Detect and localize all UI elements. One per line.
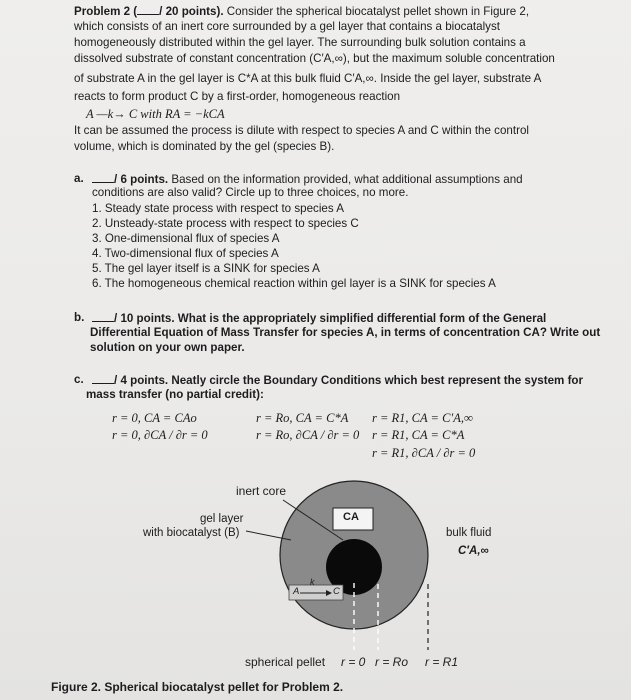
bc-ro-flux[interactable]: r = Ro, ∂CA / ∂r = 0 (256, 428, 360, 442)
inert-core-label: inert core (236, 484, 287, 498)
ca-box-label: CA (343, 511, 359, 523)
part-b-letter: b. (74, 311, 85, 324)
choice-4[interactable]: 4. Two-dimensional flux of species A (92, 247, 279, 260)
r-zero-label: r = 0 (341, 655, 366, 669)
reaction-c-label: C (333, 586, 340, 597)
choice-2[interactable]: 2. Unsteady-state process with respect to species C (92, 217, 359, 230)
bc-r0-flux[interactable]: r = 0, ∂CA / ∂r = 0 (112, 428, 208, 442)
bc-r1-star[interactable]: r = R1, CA = C*A (372, 428, 465, 442)
intro-line-1: Consider the spherical biocatalyst pellet shown in Figure 2, (226, 5, 530, 18)
bc-r1-bulk[interactable]: r = R1, CA = C′A,∞ (372, 411, 473, 425)
choice-6[interactable]: 6. The homogeneous chemical reaction within gel layer is a SINK for species A (92, 277, 496, 290)
intro-line-3: homogeneously distributed within the gel layer. The surrounding bulk solution contains a (74, 36, 526, 49)
part-b-text-1: What is the appropriately simplified differential form of the General (177, 312, 547, 325)
choice-3[interactable]: 3. One-dimensional flux of species A (92, 232, 280, 245)
bc-r1-flux[interactable]: r = R1, ∂CA / ∂r = 0 (372, 446, 476, 460)
reaction-k-label: k (310, 577, 315, 587)
part-c-points: / 4 points. (114, 374, 169, 387)
choice-5[interactable]: 5. The gel layer itself is a SINK for species A (92, 262, 320, 275)
intro-line-4: dissolved substrate of constant concentration (C′A,∞), but the maximum soluble concentration (74, 52, 555, 65)
intro-line-2: which consists of an inert core surrounded by a gel layer that contains a biocatalyst (74, 20, 500, 33)
gel-layer-label-1: gel layer (200, 513, 244, 525)
choice-1[interactable]: 1. Steady state process with respect to species A (92, 202, 344, 215)
part-c-text-2: mass transfer (no partial credit): (86, 388, 264, 401)
r-r1-label: r = R1 (425, 655, 459, 669)
problem-points: / 20 points). (159, 5, 224, 18)
reaction-a-label: A (293, 586, 300, 597)
gel-layer-label-2: with biocatalyst (B) (143, 527, 240, 539)
bulk-conc-label: C′A,∞ (458, 545, 489, 557)
intro-line-8: volume, which is dominated by the gel (species B). (74, 140, 335, 153)
part-b-text-3: solution on your own paper. (90, 341, 245, 354)
part-a-points: / 6 points. (114, 173, 169, 186)
bulk-fluid-label: bulk fluid (446, 527, 492, 539)
intro-line-5: of substrate A in the gel layer is C*A at this bulk fluid C′A,∞. Inside the gel layer, substrate A (74, 72, 542, 85)
part-c-text-1: Neatly circle the Boundary Conditions which best represent the system for (171, 374, 584, 387)
intro-line-7: It can be assumed the process is dilute with respect to species A and C within the control (74, 124, 529, 137)
spherical-pellet-label: spherical pellet (245, 655, 326, 669)
part-b-points: / 10 points. (114, 312, 175, 325)
problem-title: Problem 2 ( (74, 5, 138, 18)
part-b-text-2: Differential Equation of Mass Transfer for species A, in terms of concentration CA? Write out (90, 326, 601, 339)
part-a-text-1: Based on the information provided, what additional assumptions and (171, 173, 523, 186)
r-ro-label: r = Ro (375, 655, 409, 669)
part-c-letter: c. (74, 373, 84, 386)
bc-ro-ca[interactable]: r = Ro, CA = C*A (256, 411, 349, 425)
part-a-text-2: conditions are also valid? Circle up to three choices, no more. (92, 186, 409, 199)
bc-r0-ca[interactable]: r = 0, CA = CAo (112, 411, 197, 425)
figure-caption: Figure 2. Spherical biocatalyst pellet for Problem 2. (51, 680, 344, 694)
part-a-letter: a. (74, 172, 84, 185)
reaction-equation: A —k→ C with RA = −kCA (86, 107, 225, 121)
intro-line-6: reacts to form product C by a first-order, homogeneous reaction (74, 90, 401, 103)
